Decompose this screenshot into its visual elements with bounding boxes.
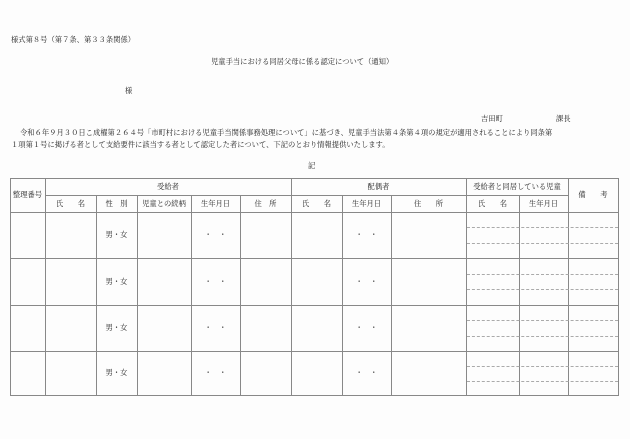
recipient-dob-field[interactable]: ・ ・	[204, 230, 227, 239]
header-spouse-dob: 生年月日	[351, 198, 382, 208]
recipient-dob-field[interactable]: ・ ・	[204, 323, 227, 332]
header-spouse-name: 氏 名	[301, 198, 332, 208]
spouse-dob-field[interactable]: ・ ・	[355, 276, 378, 286]
dashed-line	[467, 289, 618, 290]
header-child-dob: 生年月日	[528, 198, 559, 208]
header-spouse-group: 配偶者	[367, 181, 390, 191]
dashed-line	[467, 381, 618, 382]
dashed-line	[467, 243, 618, 244]
header-child-name: 氏 名	[477, 198, 508, 208]
header-recipient-name: 氏 名	[55, 198, 86, 208]
spouse-dob-field[interactable]: ・ ・	[355, 230, 378, 239]
header-recipient-relationship: 児童との続柄	[142, 198, 186, 208]
dashed-line	[467, 336, 618, 337]
information-table	[10, 178, 619, 396]
header-recipient-group: 受給者	[157, 181, 179, 191]
header-recipient-dob: 生年月日	[200, 198, 231, 208]
sender-town: 吉田町	[481, 114, 503, 123]
header-recipient-address: 住 所	[254, 198, 277, 208]
gender-options[interactable]: 男・女	[105, 323, 128, 332]
gender-options[interactable]: 男・女	[105, 368, 128, 377]
header-spouse-address: 住 所	[413, 198, 444, 208]
form-id: 様式第８号（第７条、第３３条関係）	[11, 35, 136, 44]
col-divider	[240, 195, 241, 396]
recipient-dob-field[interactable]: ・ ・	[204, 368, 227, 377]
document-title: 児童手当における同居父母に係る認定について（通知）	[211, 57, 394, 66]
gender-options[interactable]: 男・女	[105, 230, 128, 239]
header-cohabiting-child-group: 受給者と同居している児童	[473, 181, 561, 191]
body-text-line2: １項第１号に掲げる者として支給要件に該当する者として認定した者について、下記のとおり情報提供いたします。	[11, 140, 390, 149]
body-text-line1: 令和６年９月３０日こ成櫂第２６４号「市町村における児童手当関係事務処理について」に基づき、児童手当法第４条第４項の規定が適用されることにより同条第	[20, 128, 553, 137]
table-bottom-border	[10, 395, 619, 396]
col-divider	[391, 195, 392, 396]
gender-options[interactable]: 男・女	[105, 276, 128, 286]
spouse-dob-field[interactable]: ・ ・	[355, 323, 378, 332]
sender-title: 課長	[556, 114, 571, 123]
col-divider	[137, 195, 138, 396]
dashed-line	[467, 366, 618, 367]
ki-marker: 記	[308, 161, 316, 170]
table-right-border	[618, 178, 619, 396]
header-serial-number: 整理番号	[12, 190, 43, 199]
header-recipient-gender: 性 別	[105, 198, 128, 208]
dashed-line	[467, 274, 618, 275]
dashed-line	[467, 320, 618, 321]
recipient-dob-field[interactable]: ・ ・	[204, 276, 227, 286]
addressee-suffix: 様	[125, 86, 133, 95]
header-remarks: 備 考	[578, 190, 608, 199]
dashed-line	[467, 227, 618, 228]
spouse-dob-field[interactable]: ・ ・	[355, 368, 378, 377]
